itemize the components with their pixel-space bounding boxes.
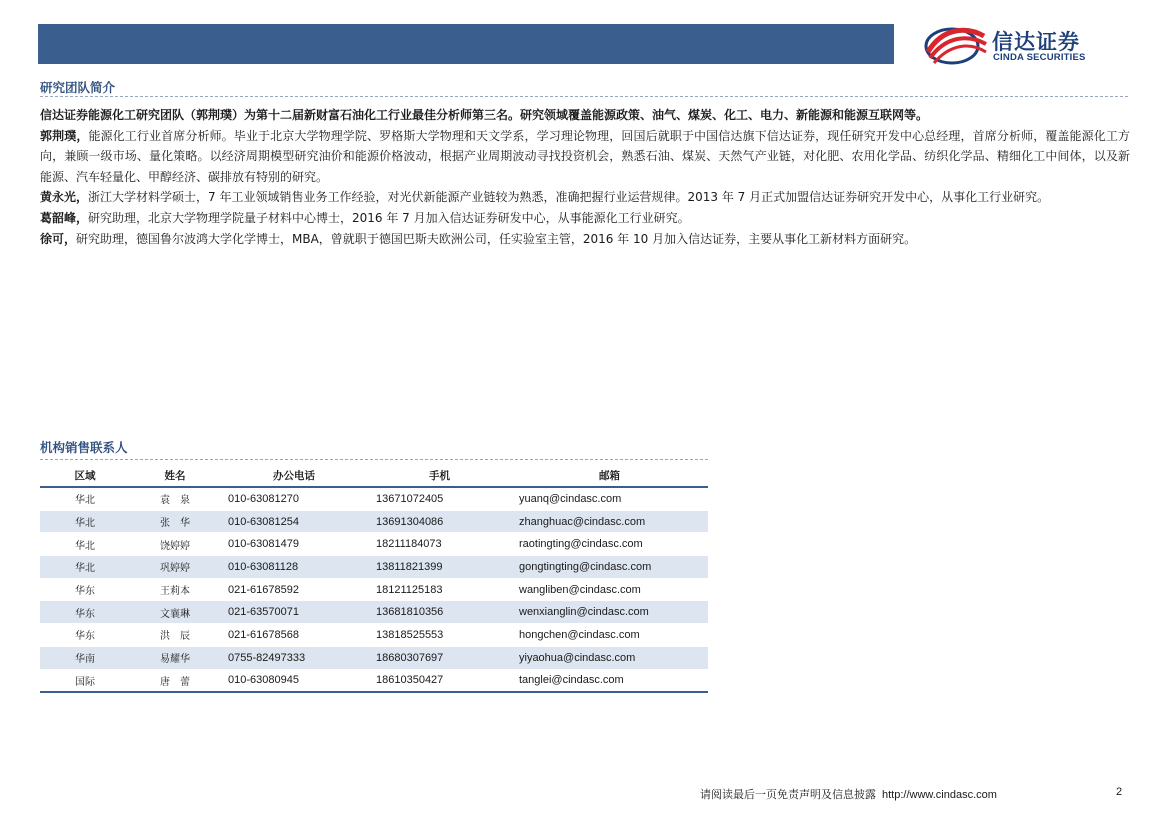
cell-office-phone: 0755-82497333 [220,646,368,669]
member-paragraph [40,187,1130,208]
column-header-email: 邮箱 [511,464,708,487]
table-row [40,669,708,692]
cell-name: 文襄琳 [130,601,220,624]
cell-region: 华东 [40,624,130,647]
cell-region: 华北 [40,556,130,579]
column-header-name: 姓名 [130,464,220,487]
member-bio: 浙江大学材料学硕士，7 年工业领域销售业务工作经验，对光伏新能源产业链较为熟悉，准确把握行业运营规律。2013 年 7 月正式加盟信达证券研究开发中心，从事化工行业研究。 [88,190,1050,205]
member-bio: 研究助理，德国鲁尔波鸿大学化学博士，MBA，曾就职于德国巴斯夫欧洲公司，任实验室主管，2016 年 10 月加入信达证券，主要从事化工新材料方面研究。 [76,231,917,246]
cell-mobile: 13681810356 [368,601,511,624]
table-row [40,556,708,579]
cell-mobile: 18121125183 [368,578,511,601]
table-row [40,533,708,556]
team-intro-lead: 信达证券能源化工研究团队（郭荆璞）为第十二届新财富石油化工行业最佳分析师第三名。研究领域覆盖能源政策、油气、煤炭、化工、电力、新能源和能源互联网等。 [40,108,929,122]
cell-region: 华北 [40,533,130,556]
page-number: 2 [1116,786,1123,798]
cell-name: 张 华 [130,510,220,533]
footer-url-link[interactable]: http://www.cindasc.com [882,789,997,801]
cell-name: 唐 蕾 [130,669,220,692]
member-name: 郭荆璞， [40,128,89,143]
cell-office-phone: 021-63570071 [220,601,368,624]
cell-mobile: 13818525553 [368,624,511,647]
header-bar [38,24,894,64]
member-name: 黄永光， [40,190,89,205]
table-row [40,601,708,624]
footer [700,786,997,802]
cell-office-phone: 010-63081254 [220,510,368,533]
column-header-mobile: 手机 [368,464,511,487]
cell-region: 华北 [40,510,130,533]
cell-email: raotingting@cindasc.com [511,533,708,556]
footer-disclaimer: 请阅读最后一页免责声明及信息披露 [700,788,876,801]
table-row [40,624,708,647]
column-header-office-phone: 办公电话 [220,464,368,487]
logo-text-en: CINDA SECURITIES [993,52,1086,63]
member-name: 徐可， [40,231,77,246]
cell-region: 华北 [40,487,130,510]
cell-region: 华东 [40,601,130,624]
cell-email: tanglei@cindasc.com [511,669,708,692]
table-row [40,646,708,669]
table-row [40,510,708,533]
cell-name: 王莉本 [130,578,220,601]
member-paragraph [40,126,1130,188]
team-intro-rule [40,96,1128,97]
sales-contacts-table [40,464,708,693]
cell-mobile: 13811821399 [368,556,511,579]
cell-email: yuanq@cindasc.com [511,487,708,510]
cell-office-phone: 010-63081128 [220,556,368,579]
cell-name: 洪 辰 [130,624,220,647]
cell-office-phone: 010-63081270 [220,487,368,510]
cell-email: yiyaohua@cindasc.com [511,646,708,669]
sales-contacts-rule [40,459,708,460]
team-intro-title: 研究团队简介 [40,80,116,95]
cell-name: 饶婷婷 [130,533,220,556]
column-header-region: 区域 [40,464,130,487]
team-intro-body [40,105,1130,249]
cell-mobile: 13691304086 [368,510,511,533]
member-name: 葛韶峰， [40,210,89,225]
cell-email: wenxianglin@cindasc.com [511,601,708,624]
cell-region: 华南 [40,646,130,669]
cell-email: gongtingting@cindasc.com [511,556,708,579]
cell-mobile: 18211184073 [368,533,511,556]
cell-name: 易耀华 [130,646,220,669]
cinda-logo [922,22,1132,66]
cell-mobile: 18680307697 [368,646,511,669]
member-paragraph [40,229,1130,250]
table-row [40,487,708,510]
cell-office-phone: 010-63080945 [220,669,368,692]
sales-contacts-title: 机构销售联系人 [40,440,128,455]
cell-region: 国际 [40,669,130,692]
cell-mobile: 13671072405 [368,487,511,510]
cell-email: hongchen@cindasc.com [511,624,708,647]
cell-name: 袁 泉 [130,487,220,510]
table-row [40,578,708,601]
table-header-row [40,464,708,487]
cell-office-phone: 010-63081479 [220,533,368,556]
logo-text-cn: 信达证券 [992,30,1080,54]
cell-mobile: 18610350427 [368,669,511,692]
cell-name: 巩婷婷 [130,556,220,579]
cell-region: 华东 [40,578,130,601]
cell-email: wangliben@cindasc.com [511,578,708,601]
cell-email: zhanghuac@cindasc.com [511,510,708,533]
member-bio: 能源化工行业首席分析师。毕业于北京大学物理学院、罗格斯大学物理和天文学系，学习理论物理，回国后就职于中国信达旗下信达证券，现任研究开发中心总经理，首席分析师，覆盖能源化工方向，兼顾一级市场、量化策略。以经济周期模型研究油价和能源价格波动，根据产业周期波动寻找投资机会，熟悉石油、煤炭、天然气产业链，对化肥、农用化学品、纺织化学品、精细化工中间体，以及新能源、汽车轻量化、甲醇经济、碳排放有特别的研究。 [40,128,1130,184]
cinda-logo-icon [922,22,988,66]
member-bio: 研究助理，北京大学物理学院量子材料中心博士，2016 年 7 月加入信达证券研发中心，从事能源化工行业研究。 [88,210,690,225]
member-paragraph [40,208,1130,229]
table-body [40,487,708,692]
cell-office-phone: 021-61678568 [220,624,368,647]
cell-office-phone: 021-61678592 [220,578,368,601]
